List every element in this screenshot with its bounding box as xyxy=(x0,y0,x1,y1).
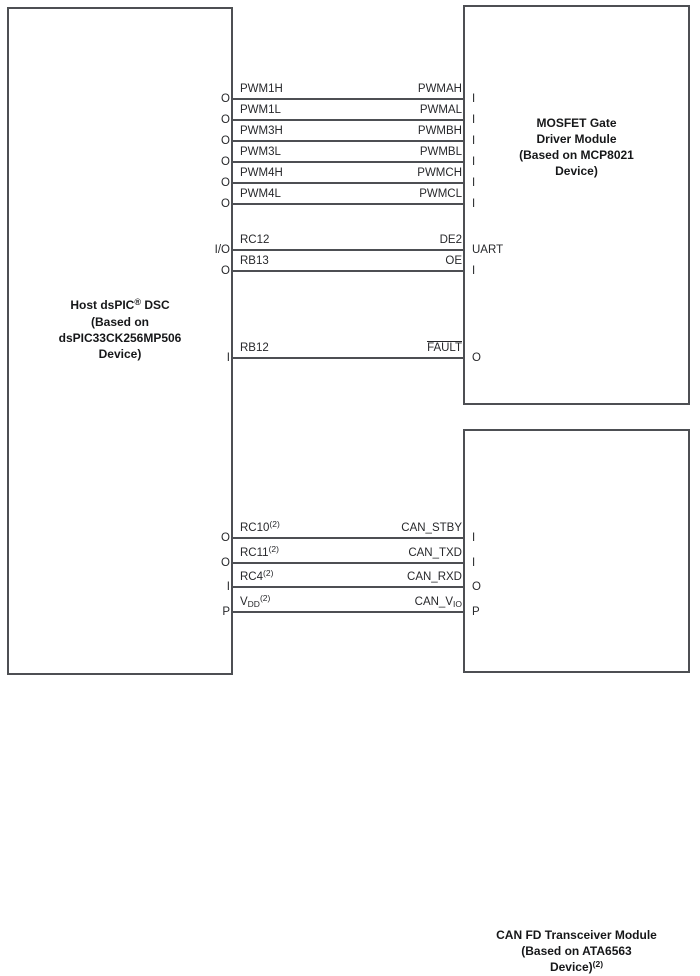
pin-direction-right-marker: UART xyxy=(472,244,504,256)
pin-direction-left-marker: I/O xyxy=(214,244,230,256)
can-box-title xyxy=(465,927,688,976)
signal-right-label xyxy=(427,341,462,355)
pin-direction-right-marker: I xyxy=(472,93,476,105)
signal-left-label: PWM4L xyxy=(240,188,281,200)
signal-right-label: PWMCH xyxy=(417,167,462,179)
signal-right-label: CAN_STBY xyxy=(401,522,462,534)
can-title-line3: Device)$^{(2)}$ xyxy=(549,959,604,974)
signal-right-label: PWMCL xyxy=(419,188,462,200)
registered-trademark-symbol: ® xyxy=(134,297,141,307)
signal-left-label: RC4$^{(2)}$ xyxy=(240,568,274,583)
mosfet-driver-box xyxy=(463,5,690,405)
pin-direction-left-marker: O xyxy=(221,177,230,189)
signal-line-rb13 xyxy=(233,270,465,272)
signal-left-label: RC10$^{(2)}$ xyxy=(240,519,280,534)
mosfet-title-line1: MOSFET Gate xyxy=(536,116,617,130)
signal-line-rc4 xyxy=(233,586,465,588)
signal-left-label: VDD$^{(2)}$ xyxy=(240,593,271,609)
can-title-line2: (Based on ATA6563 xyxy=(521,944,632,958)
label-subscript: DD xyxy=(247,599,260,609)
pin-direction-right-marker: I xyxy=(472,198,476,210)
signal-line-pwm4l xyxy=(233,203,465,205)
pin-direction-right-marker: O xyxy=(472,352,481,364)
label-superscript: (2) xyxy=(268,544,279,554)
pin-direction-left-marker: O xyxy=(221,93,230,105)
signal-right-label: DE2 xyxy=(439,234,462,246)
signal-left-label: PWM1L xyxy=(240,104,281,116)
pin-direction-left-marker: O xyxy=(221,557,230,569)
pin-direction-right-marker: P xyxy=(472,606,480,618)
signal-line-pwm1h xyxy=(233,98,465,100)
mosfet-box-title xyxy=(465,115,688,179)
signal-left-label: PWM3H xyxy=(240,125,283,137)
host-title-line3: dsPIC33CK256MP506 xyxy=(58,331,182,345)
signal-line-pwm1l xyxy=(233,119,465,121)
label-superscript: (2) xyxy=(269,519,280,529)
mosfet-title-line2: Driver Module xyxy=(536,132,617,146)
label-subscript: IO xyxy=(453,599,462,609)
pin-direction-right-marker: I xyxy=(472,557,476,569)
host-dspic-box xyxy=(7,7,233,675)
pin-direction-left-marker: P xyxy=(222,606,230,618)
signal-right-label: PWMBH xyxy=(417,125,462,137)
signal-right-label: OE xyxy=(445,255,462,267)
signal-left-label: PWM1H xyxy=(240,83,283,95)
signal-line-v xyxy=(233,611,465,613)
signal-line-pwm3l xyxy=(233,161,465,163)
host-title-line1: Host dsPIC® DSC xyxy=(70,297,170,312)
signal-line-pwm3h xyxy=(233,140,465,142)
signal-left-label: RB12 xyxy=(240,342,269,354)
pin-direction-right-marker: I xyxy=(472,177,476,189)
pin-direction-left-marker: O xyxy=(221,156,230,168)
pin-direction-left-marker: O xyxy=(221,114,230,126)
pin-direction-left-marker: O xyxy=(221,198,230,210)
pin-direction-left-marker: I xyxy=(226,581,230,593)
pin-direction-right-marker: O xyxy=(472,581,481,593)
signal-left-label: PWM4H xyxy=(240,167,283,179)
can-title-footnote: (2) xyxy=(592,959,604,969)
signal-right-label: PWMBL xyxy=(419,146,462,158)
signal-line-rc11 xyxy=(233,562,465,564)
pin-direction-right-marker: I xyxy=(472,156,476,168)
signal-right-label: CAN_RXD xyxy=(407,571,462,583)
signal-line-rc12 xyxy=(233,249,465,251)
signal-left-label: RC11$^{(2)}$ xyxy=(240,544,279,559)
pin-direction-right-marker: I xyxy=(472,135,476,147)
pin-direction-left-marker: O xyxy=(221,265,230,277)
signal-left-label: RB13 xyxy=(240,255,269,267)
signal-left-label: PWM3L xyxy=(240,146,281,158)
pin-direction-right-marker: I xyxy=(472,265,476,277)
pin-direction-left-marker: I xyxy=(226,352,230,364)
host-title-line4: Device) xyxy=(98,347,142,361)
signal-right-label: CAN_VIO xyxy=(414,596,462,609)
signal-line-rb12 xyxy=(233,357,465,359)
signal-line-rc10 xyxy=(233,537,465,539)
mosfet-title-line4: Device) xyxy=(555,164,598,178)
host-title-line2: (Based on xyxy=(90,315,149,329)
pin-direction-left-marker: O xyxy=(221,135,230,147)
pin-direction-left-marker: O xyxy=(221,532,230,544)
label-superscript: (2) xyxy=(263,568,274,578)
signal-right-label: PWMAH xyxy=(417,83,462,95)
signal-right-label: PWMAL xyxy=(419,104,462,116)
can-title-line1: CAN FD Transceiver Module xyxy=(496,928,657,942)
can-transceiver-box xyxy=(463,429,690,974)
label-superscript: (2) xyxy=(259,593,271,603)
signal-right-label: CAN_TXD xyxy=(408,547,462,559)
active-low-overline: FAULT xyxy=(427,342,462,354)
signal-line-pwm4h xyxy=(233,182,465,184)
pin-direction-right-marker: I xyxy=(472,114,476,126)
pin-direction-right-marker: I xyxy=(472,532,476,544)
signal-left-label: RC12 xyxy=(240,234,270,246)
mosfet-title-line3: (Based on MCP8021 xyxy=(519,148,634,162)
